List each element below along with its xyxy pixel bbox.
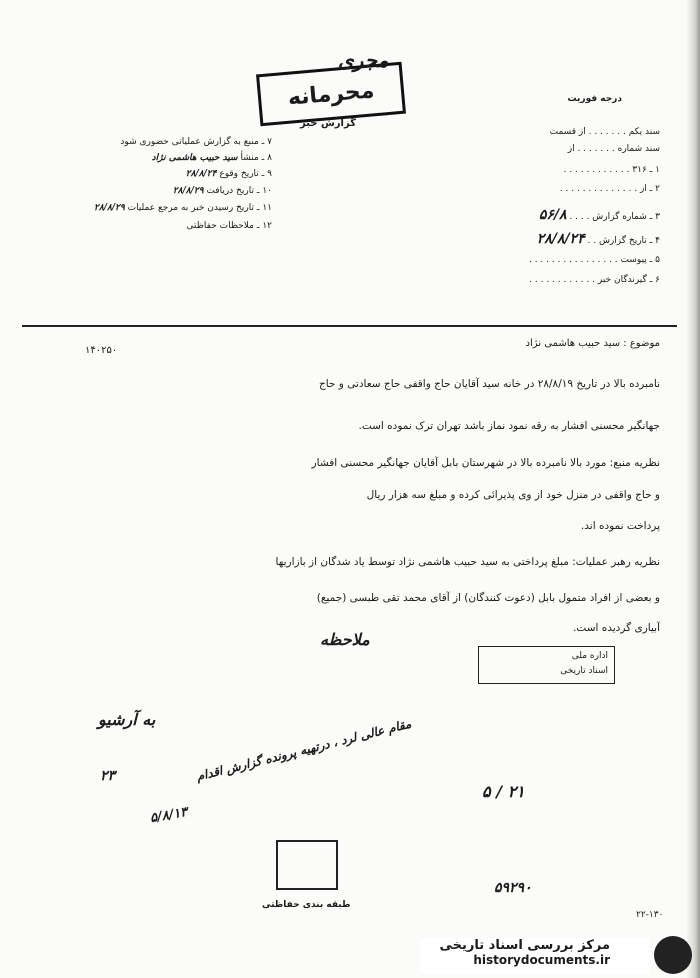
- top-handwriting: مجری: [338, 48, 389, 72]
- body-line-5: پرداخت نموده اند.: [580, 520, 660, 532]
- left-field-8: ۸ ـ منشأ سید حبیب هاشمی نژاد: [151, 153, 272, 163]
- handwriting-left: به آرشیو: [98, 710, 156, 729]
- degree-label: درجه فوریت: [567, 94, 622, 104]
- body-line-8: آبیاری گردیده است.: [573, 622, 660, 634]
- body-line-7: و بعضی از افراد متمول بابل (دعوت کنندگان) از آقای محمد تقی طبسی (جمیع): [316, 592, 660, 604]
- right-field-6: ۴ ـ تاریخ گزارش . . ۲۸/۸/۲۴: [536, 231, 660, 247]
- handwriting-number: ۵۹۲۹۰: [494, 880, 532, 896]
- archive-stamp-line2: اسناد تاریخی: [560, 666, 608, 676]
- scan-edge: [686, 0, 700, 978]
- right-field-5: ۳ ـ شماره گزارش . . . . ۵۶/۸: [538, 207, 660, 223]
- left-field-11: ۱۱ ـ تاریخ رسیدن خبر به مرجع عملیات ۲۸/۸/۲۹: [93, 203, 272, 213]
- right-fields: [420, 127, 660, 297]
- left-field-10: ۱۰ ـ تاریخ دریافت ۲۸/۸/۲۹: [172, 186, 272, 196]
- subject-line: موضوع : سید حبیب هاشمی نژاد: [525, 338, 660, 349]
- left-field-7: ۷ ـ منبع به گزارش عملیاتی حضوری ‌شود: [120, 137, 272, 147]
- bottom-code: ۲۲-۱۳۰: [636, 910, 664, 920]
- right-field-3: ۱ ـ ۳۱۶ . . . . . . . . . . . .: [563, 165, 660, 175]
- handwriting-note: مقام عالی لرد ، درتهیه پرونده گزارش اقدام: [195, 716, 413, 784]
- handwriting-fraction: ۵ / ۲۱: [482, 782, 525, 801]
- stamp-text: محرمانه: [286, 77, 376, 111]
- right-field-2: سند شماره . . . . . . . از: [567, 144, 660, 154]
- right-field-1: سند یکم . . . . . . . از قسمت: [549, 127, 660, 137]
- signature-text: ملاحظه: [320, 630, 370, 649]
- right-field-8: ۶ ـ گیرندگان خبر . . . . . . . . . . . .: [529, 275, 660, 285]
- bottom-stamp-caption: طبقه بندی حفاظتی: [262, 900, 351, 910]
- brand-logo-icon: [654, 936, 692, 974]
- right-field-7: ۵ ـ پیوست . . . . . . . . . . . . . . . .: [528, 255, 660, 265]
- footer-brand: [420, 938, 650, 974]
- bottom-stamp-box: [276, 840, 338, 890]
- right-field-4: ۲ ـ از . . . . . . . . . . . . . .: [559, 184, 660, 194]
- body-line-1: نامبرده بالا در تاریخ ۲۸/۸/۱۹ در خانه سید آقایان حاج واقفی حاج سعادتی و حاج: [318, 378, 660, 390]
- handwriting-small-mark: ۲۳: [100, 768, 116, 784]
- stamp-caption: گزارش خبر: [300, 118, 357, 129]
- body-line-4: و حاج واقفی در منزل خود از وی پذیرائی کرده و مبلغ سه هزار ریال: [366, 489, 660, 501]
- body-line-6: نظریه رهبر عملیات: مبلغ پرداختی به سید حبیب هاشمی نژاد توسط یاد شدگان از بازاریها: [275, 556, 660, 568]
- body-line-3: نظریه منبع: مورد بالا نامبرده بالا در شهرستان بابل آقایان جهانگیر محسنی افشار: [311, 457, 660, 469]
- brand-name: مرکز بررسی اسناد تاریخی: [439, 938, 610, 953]
- brand-url: historydocuments.ir: [473, 953, 610, 967]
- body-line-2: جهانگیر محسنی افشار به رقه نمود نماز باشد تهران ترک نموده است.: [358, 420, 660, 432]
- handwriting-date: ۵/۸/۱۳: [148, 804, 189, 827]
- header-divider: [22, 325, 677, 327]
- subject-ref: ۱۴۰۲۵۰: [85, 345, 118, 356]
- archive-stamp: [478, 646, 615, 684]
- archive-stamp-line1: اداره ملی: [571, 651, 608, 661]
- left-field-12: ۱۲ ـ ملاحظات حفاظتی: [186, 221, 272, 231]
- left-field-9: ۹ ـ تاریخ وقوع ۲۸/۸/۲۴: [185, 169, 272, 179]
